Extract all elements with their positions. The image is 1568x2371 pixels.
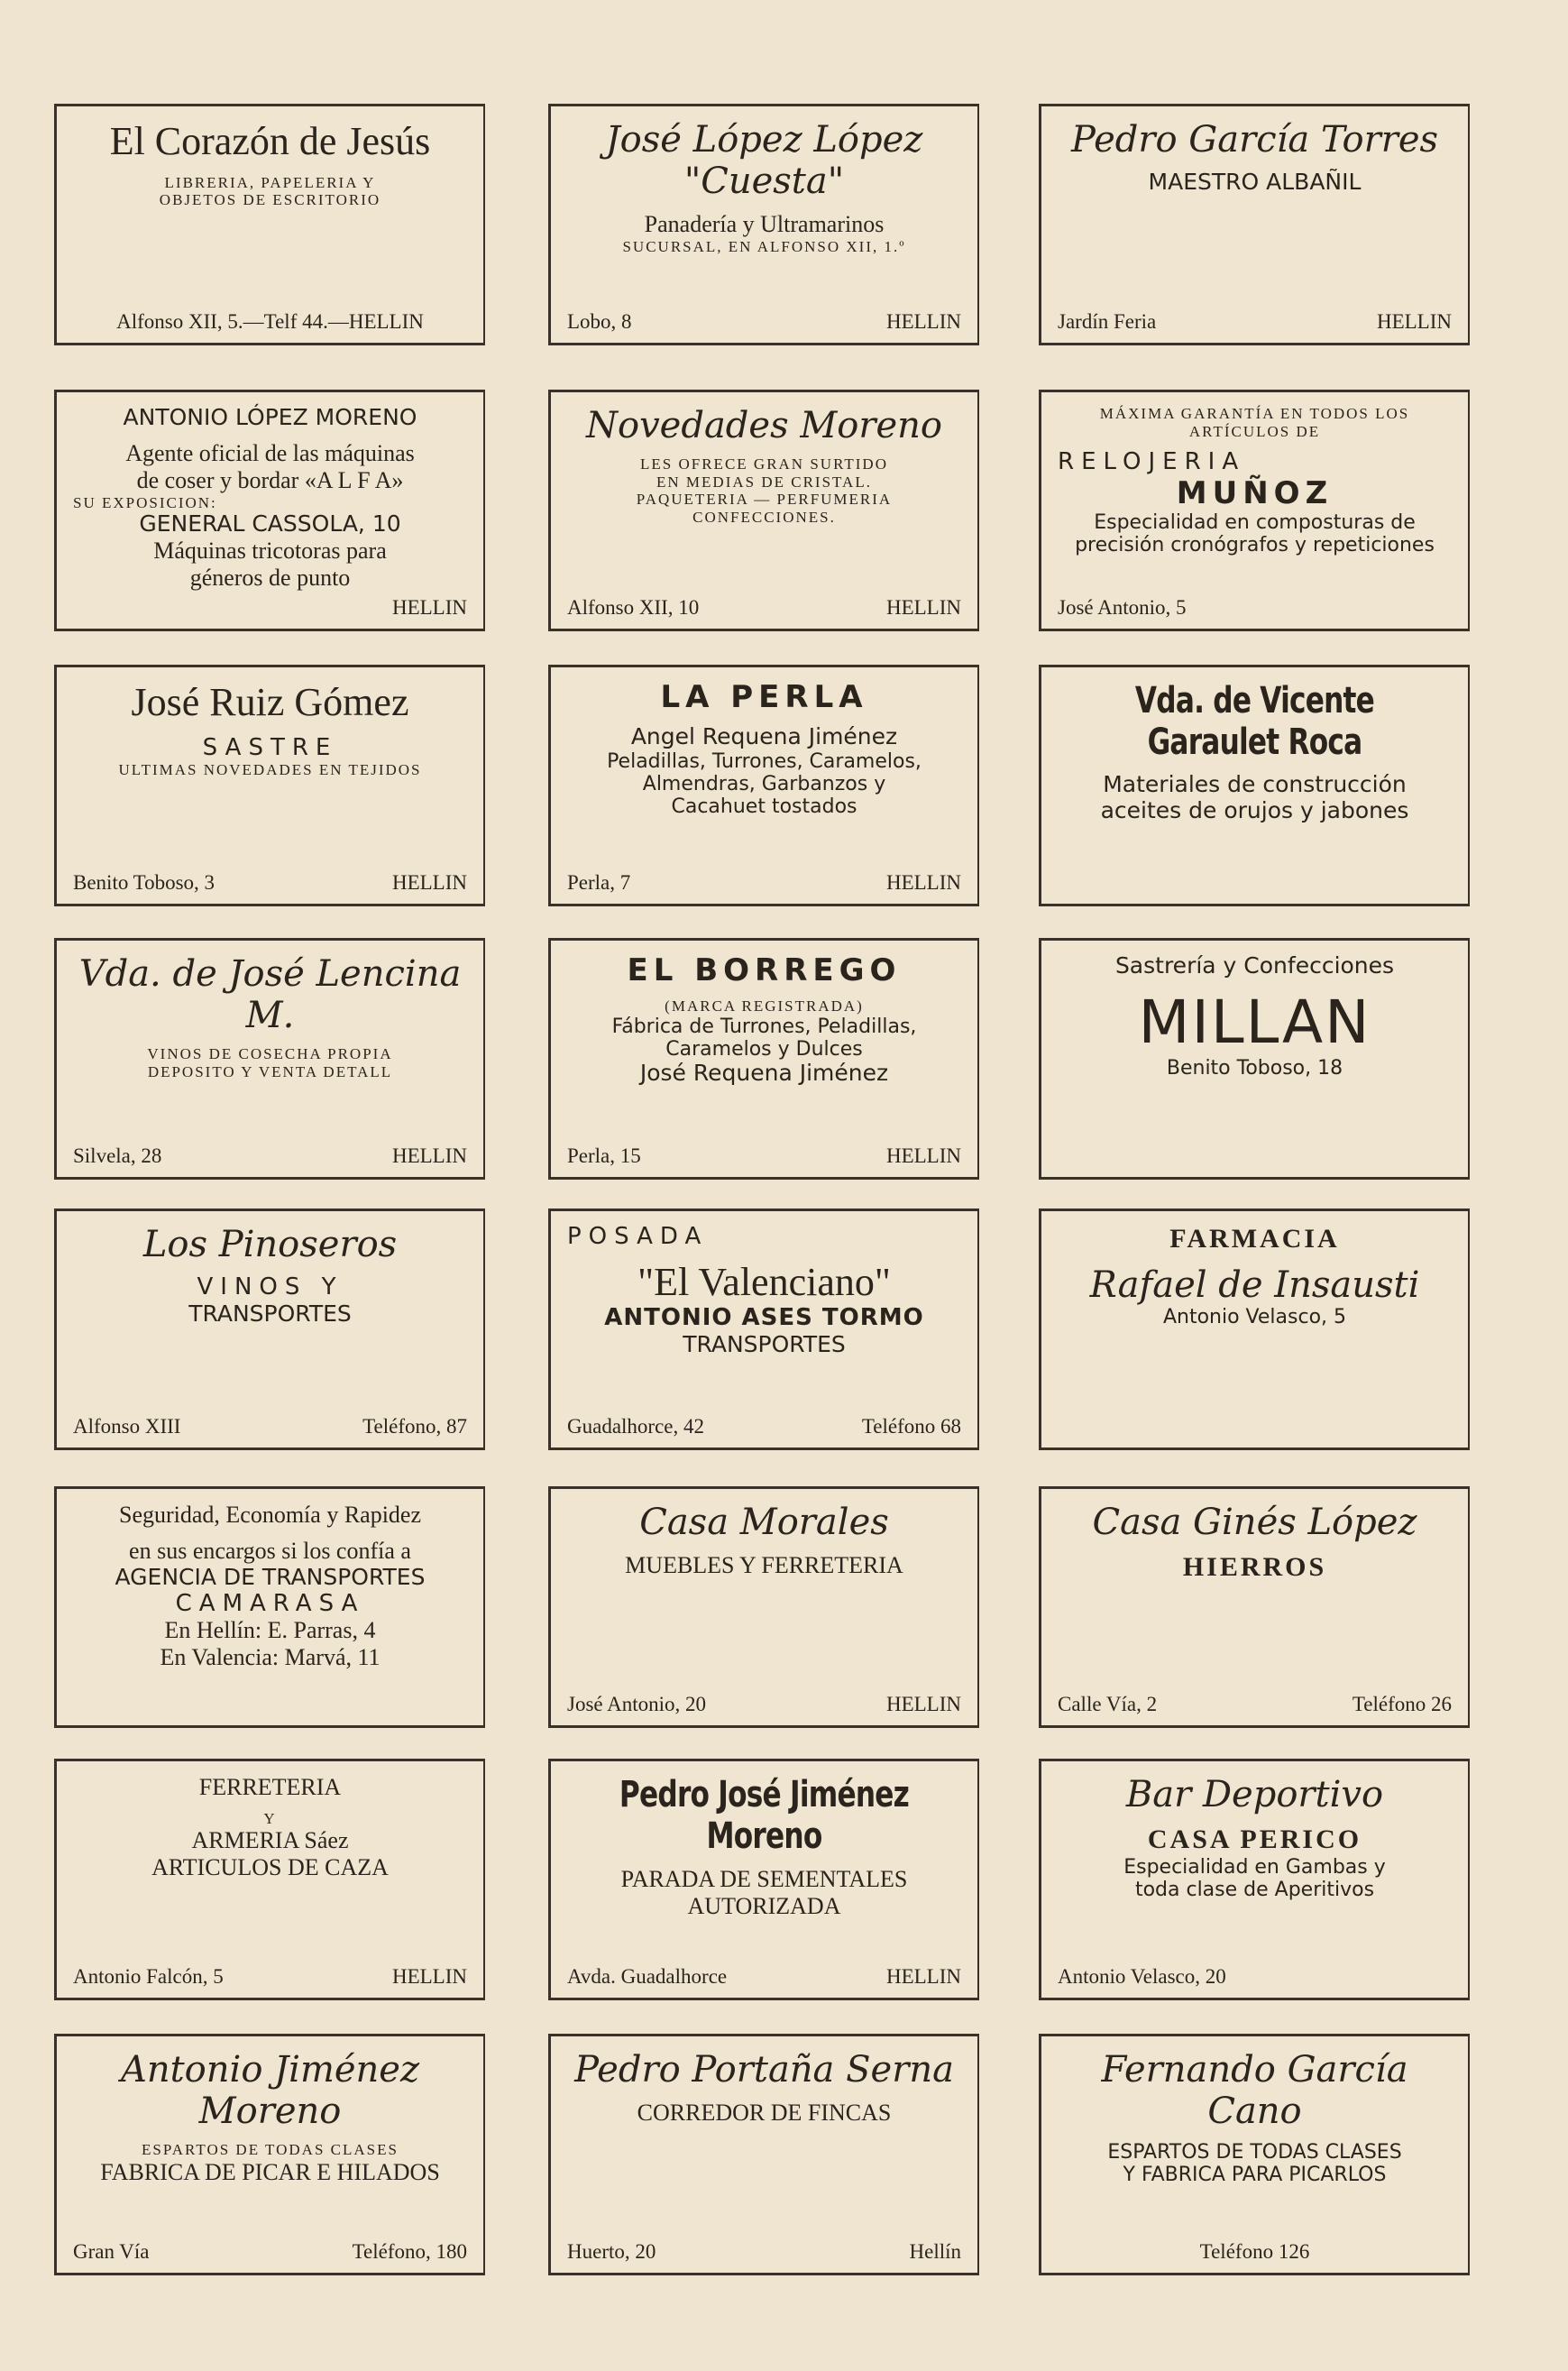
ad-address: Benito Toboso, 3 (73, 871, 215, 894)
ad-bar-deportivo (1039, 1759, 1470, 2000)
ad-footer (567, 1144, 961, 1168)
ad-city: Teléfono 68 (861, 1415, 961, 1438)
ad-address: José Antonio, 5 (1058, 596, 1187, 619)
ad-line: Y (263, 1809, 277, 1827)
ad-title: LA PERLA (660, 679, 868, 715)
ad-footer (1058, 310, 1452, 334)
ad-relojeria-munoz (1039, 390, 1470, 631)
ad-jose-ruiz-gomez (54, 665, 485, 906)
ad-title: Casa Ginés López (1092, 1502, 1417, 1543)
ad-line: CAMARASA (175, 1589, 365, 1617)
ad-city: HELLIN (391, 1965, 467, 1988)
ad-line: Agente oficial de las máquinas (125, 439, 415, 466)
ad-city: HELLIN (885, 310, 961, 333)
ad-line: Panadería y Ultramarinos (644, 211, 885, 237)
ad-line: ESPARTOS DE TODAS CLASES (142, 2141, 399, 2158)
ad-fernando-garcia-cano (1039, 2034, 1470, 2275)
ad-line: "El Valenciano" (637, 1259, 891, 1304)
ad-line: DEPOSITO Y VENTA DETALL (147, 1062, 393, 1080)
ad-line: (MARCA REGISTRADA) (665, 997, 864, 1015)
ad-line: Peladillas, Turrones, Caramelos, (607, 749, 922, 773)
ad-line: HIERROS (1182, 1552, 1327, 1582)
ad-footer (73, 871, 467, 895)
ad-address: Antonio Velasco, 20 (1058, 1965, 1226, 1988)
ad-line: aceites de orujos y jabones (1100, 796, 1409, 823)
ad-line: Antonio Velasco, 5 (1162, 1305, 1347, 1328)
ad-city: Teléfono, 180 (352, 2240, 467, 2263)
ad-footer (73, 2240, 467, 2264)
ad-line: Caramelos y Dulces (665, 1037, 863, 1061)
ad-address: José Antonio, 20 (567, 1693, 706, 1715)
ad-jose-lopez-cuesta (548, 104, 979, 345)
ad-line: Especialidad en composturas de (1094, 511, 1416, 535)
ad-line: Almendras, Garbanzos y (642, 773, 886, 796)
ad-title: Vda. de Vicente Garaulet Roca (1134, 680, 1375, 763)
ad-address: Avda. Guadalhorce (567, 1965, 728, 1988)
ad-city: HELLIN (885, 1965, 961, 1988)
ad-city: HELLIN (391, 596, 467, 619)
ad-city: Hellín (909, 2240, 961, 2263)
ad-line: TRANSPORTES (683, 1331, 846, 1358)
ad-line: FABRICA DE PICAR E HILADOS (100, 2158, 440, 2185)
ad-line: MUÑOZ (1176, 474, 1334, 511)
ad-line: VINOS Y (197, 1273, 344, 1300)
ad-footer (73, 1965, 467, 1989)
ad-footer (567, 1965, 961, 1989)
ad-line: En Hellín: E. Parras, 4 (164, 1617, 376, 1644)
ad-address: Lobo, 8 (567, 310, 632, 333)
ad-title: FERRETERIA (198, 1774, 342, 1800)
ad-line: OBJETOS DE ESCRITORIO (159, 191, 381, 209)
ad-footer (567, 310, 961, 334)
ad-line: VINOS DE COSECHA PROPIA (147, 1045, 393, 1062)
ad-address: Gran Vía (73, 2240, 150, 2263)
ad-footer (1058, 596, 1452, 620)
ad-city: Teléfono, 87 (362, 1415, 467, 1438)
ad-title: Bar Deportivo (1125, 1774, 1384, 1815)
ad-line: Benito Toboso, 18 (1166, 1056, 1343, 1080)
ad-line: PAQUETERIA — PERFUMERIA (636, 491, 893, 509)
ad-footer (567, 2240, 961, 2264)
ad-line: SU EXPOSICION: (73, 493, 217, 511)
ad-line: RELOJERIA (1058, 448, 1246, 476)
ad-pedro-jose-jimenez-moreno (548, 1759, 979, 2000)
ad-footer (73, 596, 467, 620)
ad-address: Alfonso XIII (73, 1415, 181, 1438)
ad-line: MAESTRO ALBAÑIL (1148, 169, 1362, 195)
ad-title: FARMACIA (1169, 1224, 1340, 1254)
ad-address: Silvela, 28 (73, 1144, 162, 1167)
ad-line: Fábrica de Turrones, Peladillas, (611, 1015, 917, 1038)
ad-city: HELLIN (391, 871, 467, 894)
ad-line: AGENCIA DE TRANSPORTES (115, 1563, 426, 1590)
ad-line: CONFECCIONES. (692, 508, 836, 526)
ad-footer (567, 1415, 961, 1438)
ad-title: Seguridad, Economía y Rapidez (118, 1502, 422, 1528)
ad-title: MÁXIMA GARANTÍA EN TODOS LOS ARTÍCULOS DE (1099, 405, 1410, 440)
ad-sastreria-millan (1039, 938, 1470, 1180)
ad-casa-morales (548, 1486, 979, 1728)
ad-title: ANTONIO LÓPEZ MORENO (123, 404, 417, 430)
ad-line: ARMERIA Sáez (191, 1827, 349, 1854)
ad-title: Los Pinoseros (142, 1224, 398, 1265)
ad-line: GENERAL CASSOLA, 10 (139, 510, 401, 538)
ad-title: Pedro Portaña Serna (574, 2049, 954, 2091)
ad-address: Antonio Falcón, 5 (73, 1965, 224, 1988)
ad-footer (567, 1693, 961, 1716)
ad-line: ULTIMAS NOVEDADES EN TEJIDOS (118, 761, 422, 779)
ad-line: MUEBLES Y FERRETERIA (625, 1552, 903, 1578)
ad-antonio-lopez-moreno (54, 390, 485, 631)
ad-title: Pedro García Torres (1070, 119, 1439, 161)
ad-city: HELLIN (885, 1693, 961, 1715)
ad-footer (567, 596, 961, 620)
ad-line: ESPARTOS DE TODAS CLASES (1107, 2141, 1402, 2164)
ad-pedro-garcia-torres (1039, 104, 1470, 345)
ad-line: precisión cronógrafos y repeticiones (1075, 534, 1435, 557)
ad-city: HELLIN (1376, 310, 1452, 333)
ad-line: Y FABRICA PARA PICARLOS (1123, 2164, 1387, 2187)
ad-line: ANTONIO ASES TORMO (604, 1304, 924, 1332)
ad-title: Vda. de José Lencina M. (78, 953, 462, 1036)
ad-line: Rafael de Insausti (1089, 1264, 1420, 1306)
ad-title: POSADA (567, 1223, 709, 1250)
ad-line: TRANSPORTES (188, 1300, 352, 1327)
ad-line: Especialidad en Gambas y (1123, 1855, 1386, 1879)
ad-corazon-jesus (54, 104, 485, 345)
ad-antonio-jimenez-moreno (54, 2034, 485, 2275)
ad-title: Pedro José Jiménez Moreno (619, 1774, 910, 1857)
ad-posada-el-valenciano (548, 1208, 979, 1450)
ad-el-borrego (548, 938, 979, 1180)
ad-address: Alfonso XII, 5.—Telf 44.—HELLIN (116, 310, 424, 333)
ad-vda-vicente-garaulet (1039, 665, 1470, 906)
ad-vda-jose-lencina (54, 938, 485, 1180)
ad-footer (73, 310, 467, 334)
ad-line: Materiales de construcción (1103, 771, 1407, 797)
ad-la-perla (548, 665, 979, 906)
ad-line: Cacahuet tostados (671, 795, 857, 819)
ad-city: HELLIN (885, 1144, 961, 1167)
ad-address: Guadalhorce, 42 (567, 1415, 704, 1438)
ad-line: SASTRE (202, 733, 338, 761)
ad-line: LIBRERIA, PAPELERIA Y (164, 173, 376, 191)
ad-farmacia-insausti (1039, 1208, 1470, 1450)
ad-footer (1058, 1693, 1452, 1716)
ad-line: José Requena Jiménez (639, 1060, 889, 1087)
ad-los-pinoseros (54, 1208, 485, 1450)
ad-title: Casa Morales (639, 1502, 889, 1543)
ad-title: Sastrería y Confecciones (1114, 952, 1395, 979)
ad-title: José Ruiz Gómez (131, 680, 409, 724)
ad-footer (567, 871, 961, 895)
ad-ferreteria-saez (54, 1759, 485, 2000)
ad-agencia-camarasa (54, 1486, 485, 1728)
ad-address: Teléfono 126 (1199, 2240, 1310, 2263)
ad-address: Calle Vía, 2 (1058, 1693, 1158, 1715)
ad-address: Perla, 7 (567, 871, 631, 894)
ad-city: HELLIN (391, 1144, 467, 1167)
ad-line: MILLAN (1138, 987, 1371, 1057)
ad-city: HELLIN (885, 871, 961, 894)
ad-casa-gines-lopez (1039, 1486, 1470, 1728)
ad-title: El Corazón de Jesús (109, 119, 431, 163)
ad-line: ARTICULOS DE CAZA (151, 1854, 389, 1881)
ad-line: EN MEDIAS DE CRISTAL. (656, 473, 872, 491)
ad-footer (1058, 2240, 1452, 2264)
ad-footer (73, 1144, 467, 1168)
ad-line: SUCURSAL, EN ALFONSO XII, 1.º (622, 237, 906, 255)
ad-line: En Valencia: Marvá, 11 (160, 1644, 381, 1671)
ad-address: Alfonso XII, 10 (567, 596, 700, 619)
ad-city: HELLIN (885, 596, 961, 619)
ad-line: toda clase de Aperitivos (1134, 1878, 1375, 1901)
ad-pedro-portana-serna (548, 2034, 979, 2275)
ad-line: CORREDOR DE FINCAS (637, 2100, 892, 2126)
ad-line: en sus encargos si los confía a (129, 1537, 411, 1564)
ad-line: Máquinas tricotoras para (153, 537, 387, 564)
ad-line: PARADA DE SEMENTALES (620, 1866, 908, 1892)
ad-line: géneros de punto (189, 564, 351, 591)
ad-city: Teléfono 26 (1352, 1693, 1452, 1715)
ad-title: José López López "Cuesta" (605, 119, 923, 202)
ad-line: LES OFRECE GRAN SURTIDO (640, 455, 888, 473)
ad-line: CASA PERICO (1147, 1824, 1362, 1854)
ad-line: de coser y bordar «A L F A» (136, 466, 404, 493)
ad-line: AUTORIZADA (687, 1892, 841, 1919)
ad-novedades-moreno (548, 390, 979, 631)
ad-line: Angel Requena Jiménez (630, 723, 898, 750)
ad-title: Fernando García Cano (1101, 2049, 1408, 2132)
ad-title: EL BORREGO (627, 952, 902, 988)
ad-title: Antonio Jiménez Moreno (120, 2049, 420, 2132)
ad-footer (73, 1415, 467, 1438)
ad-address: Huerto, 20 (567, 2240, 656, 2263)
ad-address: Jardín Feria (1058, 310, 1157, 333)
ad-title: Novedades Moreno (586, 405, 942, 446)
ad-footer (1058, 1965, 1452, 1989)
ad-address: Perla, 15 (567, 1144, 641, 1167)
